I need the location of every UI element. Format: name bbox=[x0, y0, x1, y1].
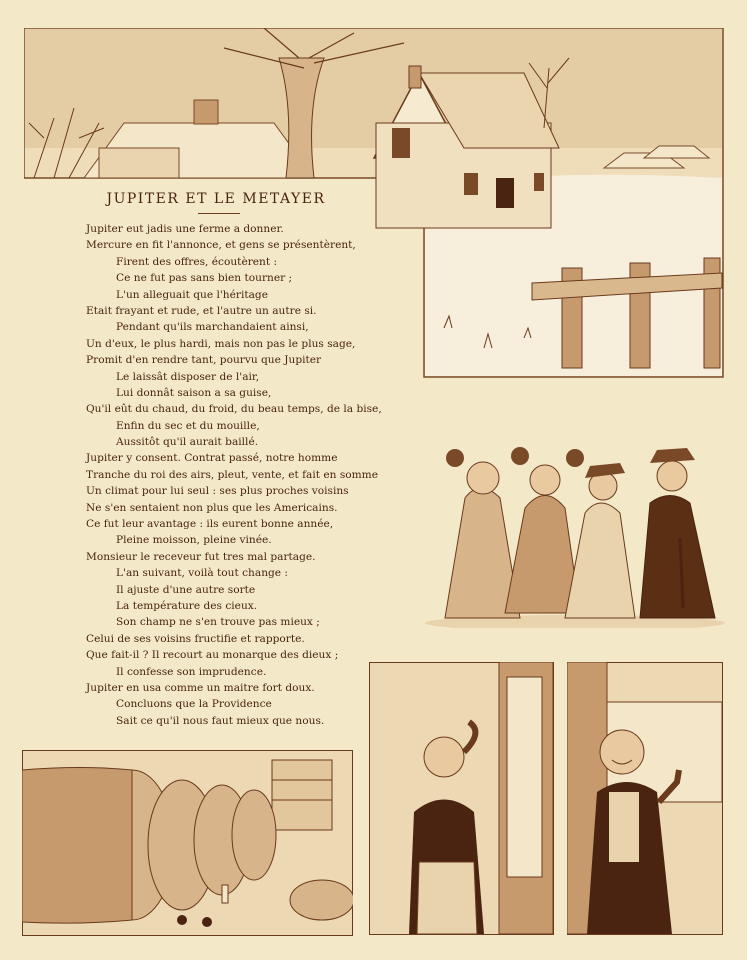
smiling-farmer-svg bbox=[567, 662, 723, 935]
poem-block bbox=[86, 185, 431, 745]
poem-line: Concluons que la Providence bbox=[116, 698, 272, 711]
poem-line: Jupiter en usa comme un maitre fort doux. bbox=[86, 681, 315, 694]
poem-line: Enfin du sec et du mouille, bbox=[116, 419, 260, 432]
cellar-svg bbox=[22, 750, 353, 936]
worried-farmer-illustration bbox=[369, 662, 554, 935]
poem-line: Un d'eux, le plus hardi, mais non pas le plus sage, bbox=[86, 337, 356, 350]
poem-line: Celui de ses voisins fructifie et rapporte. bbox=[86, 632, 305, 645]
poem-line: Il confesse son imprudence. bbox=[116, 665, 267, 678]
poem-line: Que fait-il ? Il recourt au monarque des dieux ; bbox=[86, 649, 339, 662]
poem-line: Promit d'en rendre tant, pourvu que Jupiter bbox=[86, 354, 322, 367]
poem-lines bbox=[86, 221, 382, 729]
poem-line: Monsieur le receveur fut tres mal partage. bbox=[86, 550, 316, 563]
worried-farmer-svg bbox=[369, 662, 554, 935]
poem-line: Ce fut leur avantage : ils eurent bonne année, bbox=[86, 518, 334, 531]
poem-line: Tranche du roi des airs, pleut, vente, et fait en somme bbox=[86, 468, 378, 481]
poem-line: Etait frayant et rude, et l'autre un autre si. bbox=[86, 304, 317, 317]
poem-line: Firent des offres, écoutèrent : bbox=[116, 255, 278, 268]
poem-line: Un climat pour lui seul : ses plus proches voisins bbox=[86, 485, 349, 498]
poem-line: L'un alleguait que l'héritage bbox=[116, 288, 268, 301]
poem-line: L'an suivant, voilà tout change : bbox=[116, 567, 289, 580]
poem-line: Aussitôt qu'il aurait baillé. bbox=[116, 436, 259, 449]
smiling-farmer-illustration bbox=[567, 662, 723, 935]
cellar-illustration bbox=[22, 750, 353, 936]
poem-line: Qu'il eût du chaud, du froid, du beau temps, de la bise, bbox=[86, 403, 382, 416]
poem-line: Ne s'en sentaient non plus que les Americains. bbox=[86, 501, 338, 514]
poem-title: JUPITER ET LE METAYER bbox=[106, 191, 326, 207]
poem-line: Ce ne fut pas sans bien tourner ; bbox=[116, 272, 293, 285]
poem-line: La température des cieux. bbox=[116, 599, 258, 612]
poem-line: Jupiter y consent. Contrat passé, notre homme bbox=[86, 452, 338, 465]
poem-line: Jupiter eut jadis une ferme a donner. bbox=[86, 223, 284, 235]
villagers-svg bbox=[425, 438, 725, 628]
poem-line: Il ajuste d'une autre sorte bbox=[116, 583, 256, 596]
poem-line: Le laissât disposer de l'air, bbox=[116, 370, 260, 383]
poem-line: Pendant qu'ils marchandaient ainsi, bbox=[116, 321, 309, 334]
title-divider bbox=[198, 213, 240, 214]
poem-line: Lui donnât saison a sa guise, bbox=[116, 386, 272, 399]
villagers-illustration bbox=[425, 438, 725, 628]
poem-line: Son champ ne s'en trouve pas mieux ; bbox=[116, 616, 320, 629]
poem-line: Pleine moisson, pleine vinée. bbox=[116, 534, 272, 547]
poem-line: Sait ce qu'il nous faut mieux que nous. bbox=[116, 714, 325, 727]
poem-line: Mercure en fit l'annonce, et gens se présentèrent, bbox=[86, 239, 356, 252]
